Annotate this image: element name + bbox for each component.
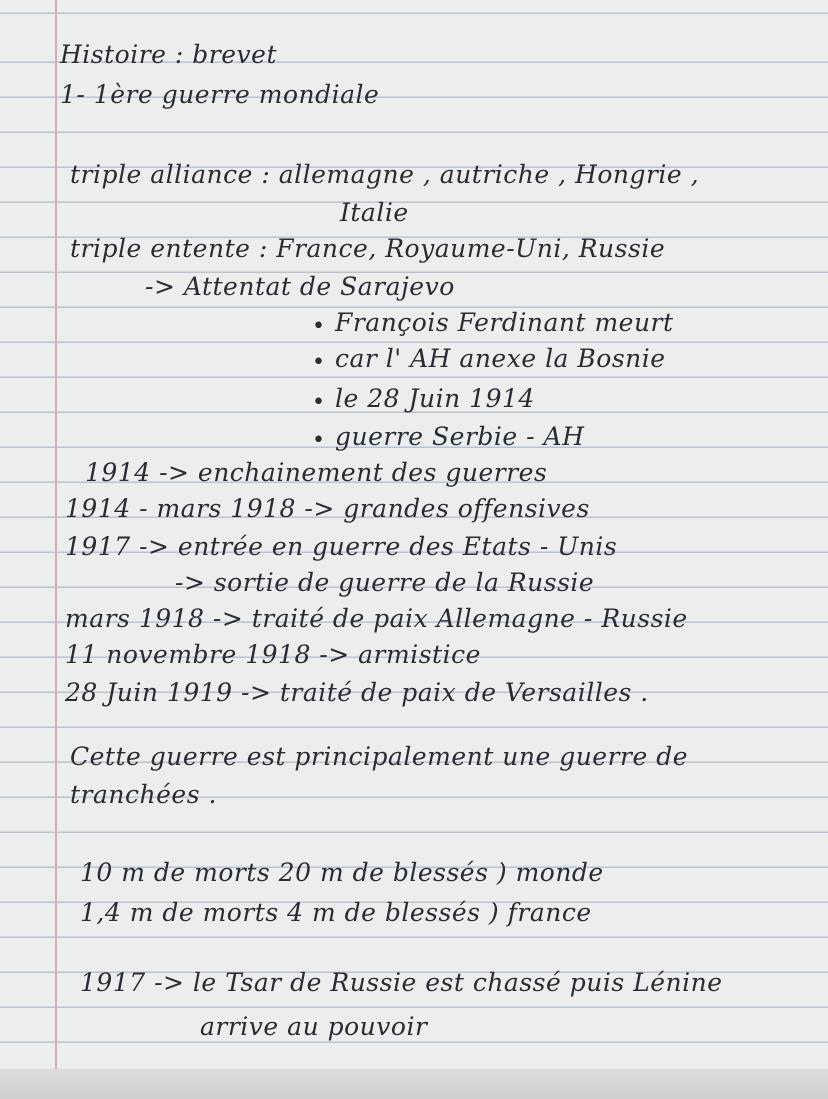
note-line-italie: Italie xyxy=(340,198,409,227)
bullet: • xyxy=(312,350,325,375)
note-line-versailles: 28 Juin 1919 -> traité de paix de Versailles . xyxy=(65,678,649,707)
note-line-bullet-1: François Ferdinant meurt xyxy=(335,308,674,337)
bullet: • xyxy=(312,390,325,415)
note-line-tranchees-1: Cette guerre est principalement une guerre de xyxy=(70,742,689,771)
bullet: • xyxy=(312,428,325,453)
note-line-bullet-2: car l' AH anexe la Bosnie xyxy=(335,344,666,373)
note-line-bullet-3: le 28 Juin 1914 xyxy=(335,384,535,413)
note-line-1917-etats-unis: 1917 -> entrée en guerre des Etats - Unis xyxy=(65,532,618,561)
note-line-lenine: arrive au pouvoir xyxy=(200,1012,428,1041)
note-line-sortie-russie: -> sortie de guerre de la Russie xyxy=(175,568,595,597)
note-title: Histoire : brevet xyxy=(60,40,277,69)
note-line-bilan-france: 1,4 m de morts 4 m de blessés ) france xyxy=(80,898,592,927)
note-line-1914-enchainement: 1914 -> enchainement des guerres xyxy=(85,458,548,487)
bullet: • xyxy=(312,314,325,339)
note-line-tsar: 1917 -> le Tsar de Russie est chassé puis Lénine xyxy=(80,968,723,997)
note-line-triple-entente: triple entente : France, Royaume-Uni, Russie xyxy=(70,234,666,263)
note-line-bilan-monde: 10 m de morts 20 m de blessés ) monde xyxy=(80,858,604,887)
note-line-tranchees-2: tranchées . xyxy=(70,780,217,809)
note-line-armistice: 11 novembre 1918 -> armistice xyxy=(65,640,481,669)
margin-line xyxy=(55,0,57,1099)
note-line-traite-paix-russie: mars 1918 -> traité de paix Allemagne - Russie xyxy=(65,604,688,633)
note-line-grandes-offensives: 1914 - mars 1918 -> grandes offensives xyxy=(65,494,590,523)
note-line-attentat: -> Attentat de Sarajevo xyxy=(145,272,455,301)
note-subtitle: 1- 1ère guerre mondiale xyxy=(60,80,380,109)
page-bottom-edge xyxy=(0,1069,828,1099)
note-line-triple-alliance: triple alliance : allemagne , autriche , Hongrie , xyxy=(70,160,700,189)
note-line-bullet-4: guerre Serbie - AH xyxy=(335,422,585,451)
